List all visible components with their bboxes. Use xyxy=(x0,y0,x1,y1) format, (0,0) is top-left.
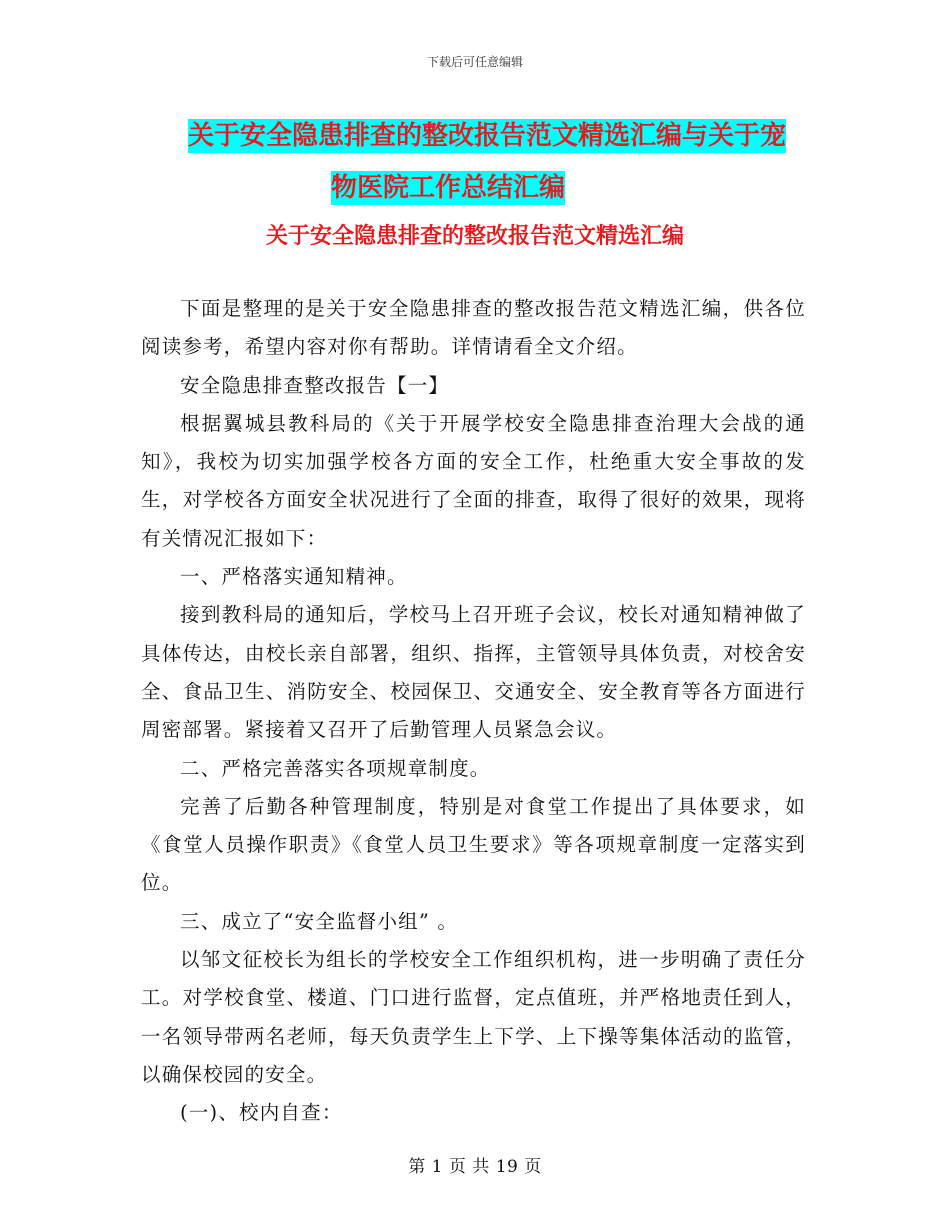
paragraph: 二、严格完善落实各项规章制度。 xyxy=(180,756,491,780)
document-title xyxy=(188,110,828,214)
paragraph: 一、严格落实通知精神。 xyxy=(180,565,408,589)
paragraph: 下面是整理的是关于安全隐患排查的整改报告范文精选汇编，供各位阅读参考，希望内容对你有帮助。详情请看全文介绍。 xyxy=(141,297,806,359)
body-text xyxy=(141,290,806,1133)
paragraph: 根据翼城县教科局的《关于开展学校安全隐患排查治理大会战的通知》，我校为切实加强学校各方面的安全工作，杜绝重大安全事故的发生，对学校各方面安全状况进行了全面的排查，取得了很好的效果，现将有关情况汇报如下： xyxy=(141,411,806,550)
title-line-2: 物医院工作总结汇编 xyxy=(331,173,566,203)
title-line-1: 关于安全隐患排查的整改报告范文精选汇编与关于宠 xyxy=(188,121,787,151)
page-number-footer: 第 1 页 共 19 页 xyxy=(408,1157,542,1177)
paragraph: 三、成立了“安全监督小组” 。 xyxy=(180,909,459,933)
section-title: 关于安全隐患排查的整改报告范文精选汇编 xyxy=(265,224,684,249)
paragraph: (一)、校内自查： xyxy=(180,1101,343,1125)
paragraph: 完善了后勤各种管理制度，特别是对食堂工作提出了具体要求，如《食堂人员操作职责》《食堂人员卫生要求》等各项规章制度一定落实到位。 xyxy=(141,794,806,895)
paragraph: 以邹文征校长为组长的学校安全工作组织机构，进一步明确了责任分工。对学校食堂、楼道、门口进行监督，定点值班，并严格地责任到人，一名领导带两名老师，每天负责学生上下学、上下操等集体活动的监管，以确保校园的安全。 xyxy=(141,948,806,1086)
paragraph: 安全隐患排查整改报告【一】 xyxy=(180,373,450,397)
paragraph: 接到教科局的通知后，学校马上召开班子会议，校长对通知精神做了具体传达，由校长亲自部署，组织、指挥，主管领导具体负责，对校舍安全、食品卫生、消防安全、校园保卫、交通安全、安全教育等各方面进行周密部署。紧接着又召开了后勤管理人员紧急会议。 xyxy=(141,603,806,742)
header-note: 下载后可任意编辑 xyxy=(426,55,523,69)
